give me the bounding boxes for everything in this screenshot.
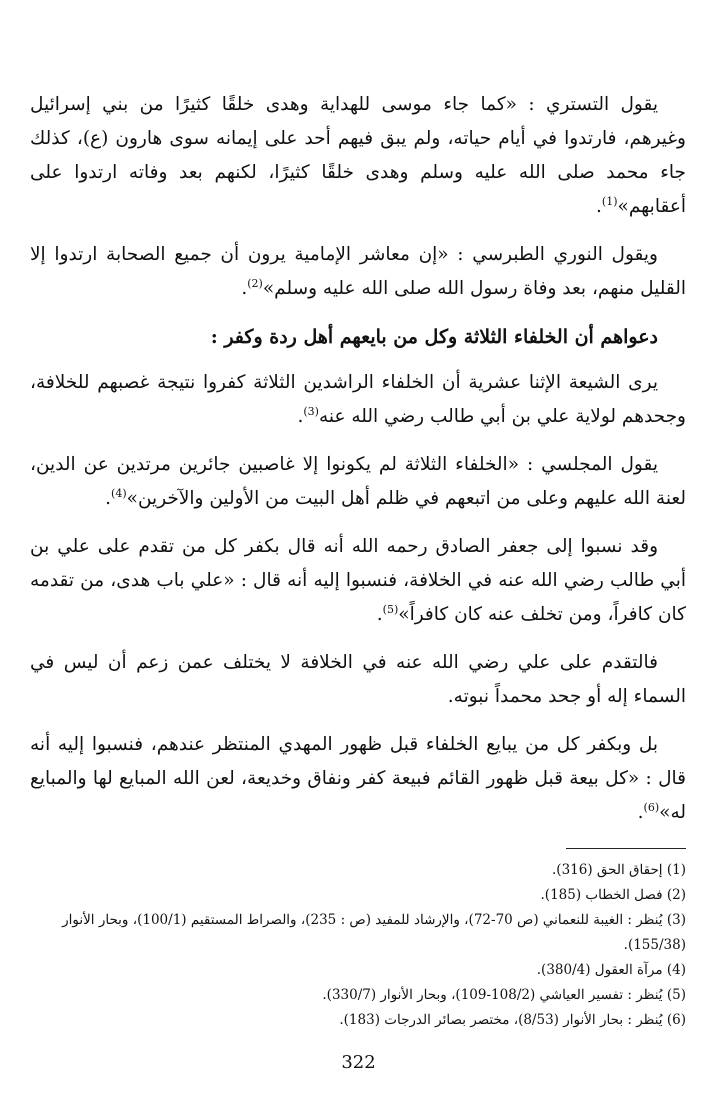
footnote-ref[interactable]: (5) [382,602,399,616]
page-number: 322 [341,1052,376,1073]
footnote-ref[interactable]: (3) [303,404,319,418]
paragraph-end: . [241,278,248,299]
paragraph-caliphs [30,366,686,434]
paragraph-tabarsi [30,238,686,306]
paragraph-precedence [30,646,686,714]
paragraph-end: . [297,406,304,427]
paragraph-text: يقول التستري : «كما جاء موسى للهداية وهدى خلقًا كثيرًا من بني إسرائيل وغيرهم، فارتدوا في أيام حياته، ولم يبق فيهم أحد على إيمانه سوى هارون (ع)، كذلك جاء محمد صلى الله عليه وسلم وهدى خلقًا كثيرًا، لكنهم بعد وفاته ارتدوا على أعقابهم» [30,94,686,217]
footnote-ref[interactable]: (6) [643,800,660,814]
paragraph-text: يقول المجلسي : «الخلفاء الثلاثة لم يكونوا إلا غاصبين جائرين مرتدين عن الدين، لعنة الله عليهم وعلى من اتبعهم في ظلم أهل البيت من الأولين والآخرين» [30,454,686,509]
paragraph-text: وقد نسبوا إلى جعفر الصادق رحمه الله أنه قال بكفر كل من تقدم على علي بن أبي طالب رضي الله عنه في الخلافة، فنسبوا إليه أنه قال : «علي باب هدى، من تقدمه كان كافراً، ومن تخلف عنه كان كافراً» [30,536,686,625]
paragraph-text: ويقول النوري الطبرسي : «إن معاشر الإمامية يرون أن جميع الصحابة ارتدوا إلا القليل منهم، بعد وفاة رسول الله صلى الله عليه وسلم» [30,244,686,299]
footnote-4: (4) مرآة العقول (380/4). [536,962,686,978]
paragraph-end: . [637,802,644,823]
footnotes [30,858,686,1033]
footnote-6: (6) يُنظر : بحار الأنوار (8/53)، مختصر بصائر الدرجات (183). [339,1012,686,1028]
footnote-ref[interactable]: (4) [111,486,127,500]
page-body [30,88,686,844]
paragraph-end: . [376,604,383,625]
paragraph-tustari [30,88,686,224]
footnote-divider [566,848,686,849]
paragraph-majlisi [30,448,686,516]
footnote-3: (3) يُنظر : الغيبة للنعماني (ص 70-72)، والإرشاد للمفيد (ص : 235)، والصراط المستقيم (100/1)، وبحار الأنوار (155/38). [62,912,686,953]
footnote-ref[interactable]: (2) [247,276,263,290]
footnote-ref[interactable]: (1) [601,194,618,208]
paragraph-text: يرى الشيعة الإثنا عشرية أن الخلفاء الراشدين الثلاثة كفروا نتيجة غصبهم للخلافة، وجحدهم لولاية علي بن أبي طالب رضي الله عنه [30,372,686,427]
paragraph-jafar [30,530,686,632]
footnote-5: (5) يُنظر : تفسير العياشي (108/2-109)، وبحار الأنوار (330/7). [322,987,686,1003]
paragraph-text: فالتقدم على علي رضي الله عنه في الخلافة لا يختلف عمن زعم أن ليس في السماء إله أو جحد محمداً نبوته. [30,652,686,707]
paragraph-text: بل وبكفر كل من يبايع الخلفاء قبل ظهور المهدي المنتظر عندهم، فنسبوا إليه أنه قال : «كل بيعة قبل ظهور القائم فبيعة كفر ونفاق وخديعة، لعن الله المبايع لها والمبايع له» [30,734,686,823]
footnote-2: (2) فصل الخطاب (185). [540,887,686,903]
paragraph-allegiance [30,728,686,830]
footnote-1: (1) إحقاق الحق (316). [552,862,686,878]
paragraph-end: . [596,196,602,217]
section-heading: دعواهم أن الخلفاء الثلاثة وكل من بايعهم أهل ردة وكفر : [210,326,658,348]
paragraph-end: . [105,488,112,509]
